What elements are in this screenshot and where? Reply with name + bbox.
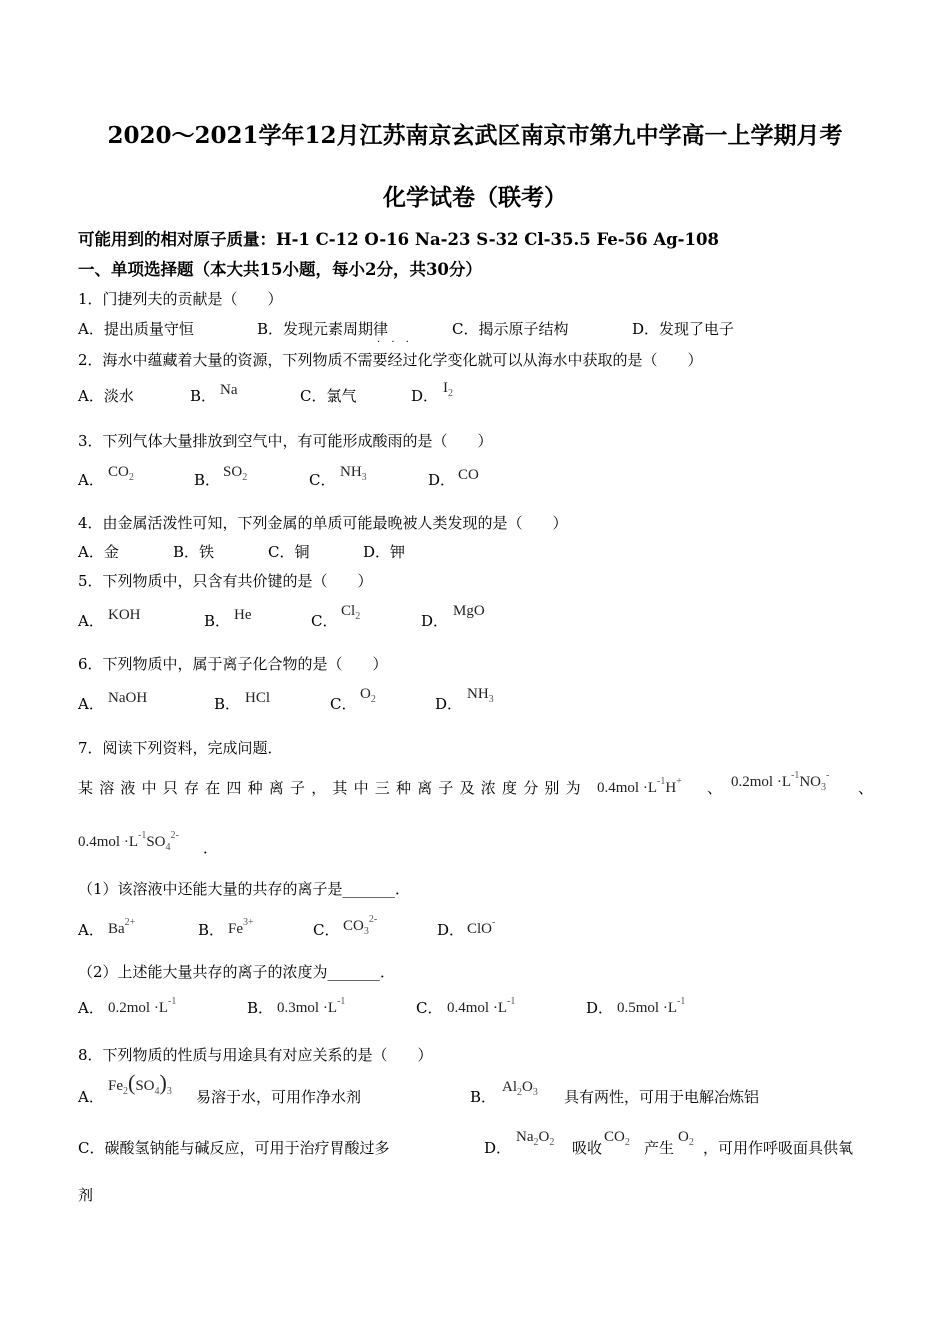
emphasis-dots: · · ·: [377, 337, 413, 348]
q8-option-b-formula: $Al_2O_3$: [502, 1079, 538, 1098]
q7-sub1-option-c-label: C．: [313, 921, 340, 939]
q7-period: ．: [203, 839, 219, 857]
q8-option-a-formula: $Fe_2(SO_4)_3$: [108, 1070, 172, 1097]
q3-stem: 3．下列气体大量排放到空气中，有可能形成酸雨的是（ ）: [78, 432, 493, 450]
q7-sub2-option-d-value: $0.5mol \cdot L^{-1}$: [617, 996, 686, 1016]
q4-option-c: C．铜: [268, 543, 310, 561]
q6-option-a-formula: NaOH: [108, 690, 148, 706]
q5-stem: 5．下列物质中，只含有共价键的是（ ）: [78, 572, 373, 590]
q3-option-d-label: D．: [428, 471, 456, 489]
q6-option-d-label: D．: [435, 695, 463, 713]
q7-sub1-option-c-formula: $CO_3^{2-}$: [343, 914, 378, 937]
q8-option-c: C．碳酸氢钠能与碱反应，可用于治疗胃酸过多: [78, 1139, 390, 1157]
section-heading: 一、单项选择题（本大共15小题，每小2分，共30分）: [78, 260, 482, 279]
q2-option-b-formula: Na: [220, 382, 238, 398]
q8-option-b-text: 具有两性，可用于电解冶炼铝: [564, 1088, 760, 1106]
q8-option-d-formula-na2o2: $Na_2O_2$: [516, 1129, 555, 1148]
q3-option-a-formula: $CO_2$: [108, 464, 134, 483]
q7-sub1-option-a-formula: $Ba^{2+}$: [108, 917, 136, 937]
q6-stem: 6．下列物质中，属于离子化合物的是（ ）: [78, 655, 388, 673]
q3-option-b-label: B．: [194, 471, 221, 489]
q7-ion2: $0.2mol \cdot L^{-1}NO_3^-$: [731, 770, 830, 793]
q2-option-c: C．氯气: [300, 387, 357, 405]
q7-sub2-option-a-label: A．: [78, 999, 104, 1017]
q7-sub2-option-b-value: $0.3mol \cdot L^{-1}$: [277, 996, 346, 1016]
q7-sub2-option-c-label: C．: [416, 999, 443, 1017]
q7-sub1-option-d-label: D．: [437, 921, 465, 939]
q3-option-a-label: A．: [78, 471, 104, 489]
q4-option-a: A．金: [78, 543, 119, 561]
q4-stem: 4．由金属活泼性可知，下列金属的单质可能最晚被人类发现的是（ ）: [78, 514, 568, 532]
q7-sub2-option-a-value: $0.2mol \cdot L^{-1}$: [108, 996, 177, 1016]
q6-option-d-formula: $NH_3$: [467, 686, 494, 705]
q6-option-b-formula: HCl: [245, 690, 271, 706]
q5-option-b-label: B．: [204, 612, 231, 630]
q8-option-d-label: D．: [484, 1139, 512, 1157]
exam-title-line1: 2020～2021学年12月江苏南京玄武区南京市第九中学高一上学期月考: [107, 122, 843, 149]
q6-option-c-label: C．: [330, 695, 357, 713]
q4-option-b: B．铁: [173, 543, 215, 561]
q1-stem: 1．门捷列夫的贡献是（ ）: [78, 290, 283, 308]
q5-option-d-formula: MgO: [453, 603, 485, 619]
q8-option-a-text: 易溶于水，可用作净水剂: [196, 1088, 362, 1106]
q8-option-d-formula-co2: $CO_2$: [604, 1129, 630, 1148]
q5-option-a-formula: KOH: [108, 607, 141, 623]
q7-ion1: $0.4mol \cdot L^{-1}H^+$: [597, 776, 682, 796]
q5-option-c-formula: $Cl_2$: [341, 603, 361, 622]
q6-option-a-label: A．: [78, 695, 104, 713]
q7-sub2-option-b-label: B．: [247, 999, 274, 1017]
q7-separator-2: 、: [858, 779, 874, 797]
q8-option-b-label: B．: [470, 1088, 497, 1106]
q2-stem: 2．海水中蕴藏着大量的资源，下列物质不需要经过化学变化就可以从海水中获取的是（ ）: [78, 351, 703, 369]
q1-option-d: D．发现了电子: [632, 320, 735, 338]
q3-option-c-label: C．: [309, 471, 336, 489]
q7-sub1-stem: （1）该溶液中还能大量的共存的离子是_______．: [78, 880, 411, 898]
q8-option-a-label: A．: [78, 1088, 104, 1106]
q7-sub1-option-a-label: A．: [78, 921, 104, 939]
q3-option-c-formula: $NH_3$: [340, 464, 367, 483]
q6-option-c-formula: $O_2$: [360, 686, 376, 705]
q7-stem: 7．阅读下列资料，完成问题．: [78, 739, 283, 757]
q5-option-b-formula: He: [234, 607, 252, 623]
q7-separator-1: 、: [707, 779, 723, 797]
q2-option-d-label: D．: [411, 387, 439, 405]
q2-option-a: A．淡水: [78, 387, 134, 405]
q7-sub2-stem: （2）上述能大量共存的离子的浓度为_______．: [78, 963, 396, 981]
q7-sub1-option-b-formula: $Fe^{3+}$: [228, 917, 254, 937]
q1-option-b: B．发现元素周期律: [257, 320, 389, 338]
exam-title-line2: 化学试卷（联考）: [383, 184, 567, 211]
q6-option-b-label: B．: [214, 695, 241, 713]
q8-option-d-text1: 吸收: [572, 1139, 603, 1157]
q1-option-c: C．揭示原子结构: [452, 320, 569, 338]
q1-option-a: A．提出质量守恒: [78, 320, 194, 338]
q3-option-d-formula: CO: [458, 467, 479, 483]
q7-sub2-option-c-value: $0.4mol \cdot L^{-1}$: [447, 996, 516, 1016]
q8-option-d-wrap: 剂: [78, 1186, 94, 1204]
q7-material-text: 某溶液中只存在四种离子，其中三种离子及浓度分别为: [78, 779, 587, 797]
q7-ion3: $0.4mol \cdot L^{-1}SO_4^{2-}$: [78, 830, 179, 853]
q5-option-d-label: D．: [421, 612, 449, 630]
q8-option-d-text3: ，可用作呼吸面具供氧: [703, 1139, 854, 1157]
q3-option-b-formula: $SO_2$: [223, 464, 248, 483]
q8-option-d-formula-o2: $O_2$: [678, 1129, 694, 1148]
q5-option-a-label: A．: [78, 612, 104, 630]
q2-option-d-formula: $I_2$: [443, 380, 453, 399]
q7-sub1-option-d-formula: ClO-: [467, 917, 496, 937]
q7-sub1-option-b-label: B．: [198, 921, 225, 939]
q7-sub2-option-d-label: D．: [586, 999, 614, 1017]
q8-option-d-text2: 产生: [644, 1139, 675, 1157]
q5-option-c-label: C．: [311, 612, 338, 630]
atomic-masses-line: 可能用到的相对原子质量：H-1 C-12 O-16 Na-23 S-32 Cl-35.5 Fe-56 Ag-108: [78, 230, 719, 249]
q4-option-d: D．钾: [363, 543, 406, 561]
q8-stem: 8．下列物质的性质与用途具有对应关系的是（ ）: [78, 1046, 433, 1064]
q2-option-b-label: B．: [190, 387, 217, 405]
